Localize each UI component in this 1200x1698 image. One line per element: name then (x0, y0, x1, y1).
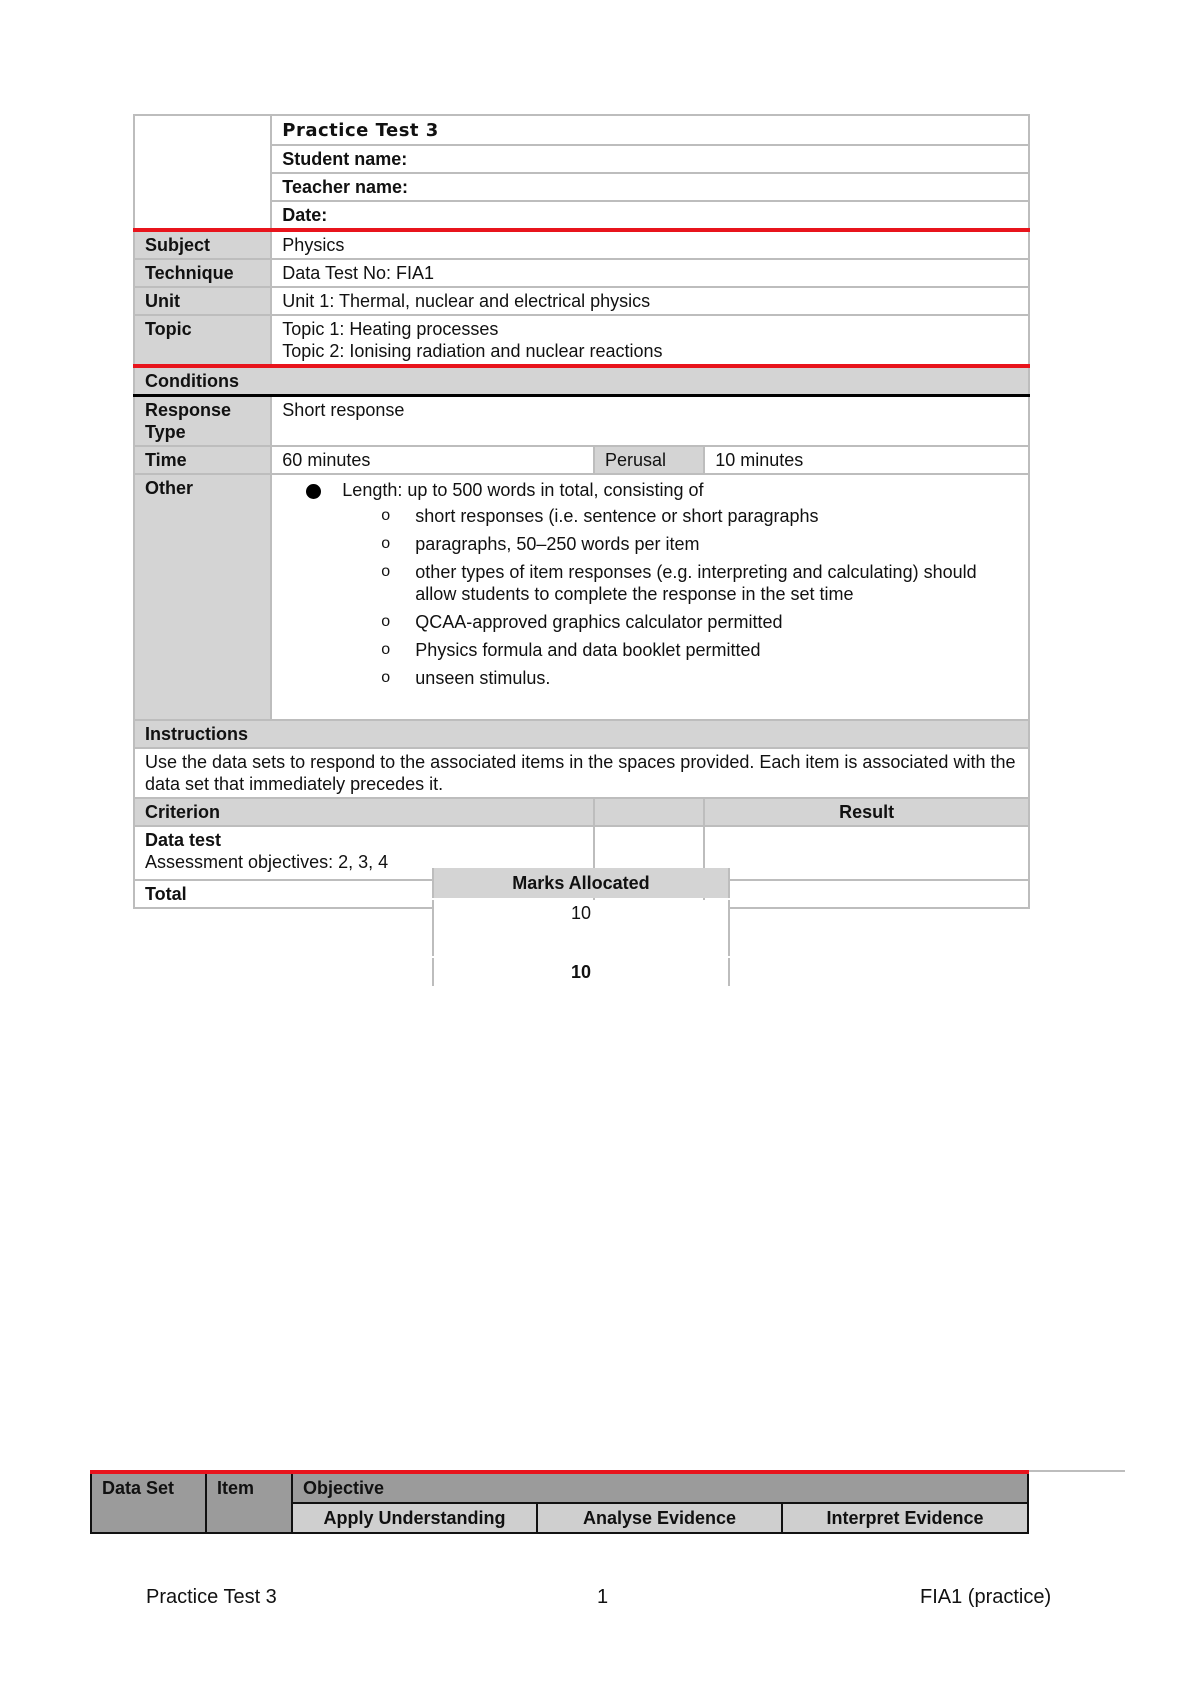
bullet-icon (306, 484, 321, 499)
subject-value: Physics (271, 230, 1029, 259)
footer-left: Practice Test 3 (146, 1586, 277, 1608)
analyse-evidence-header: Analyse Evidence (537, 1503, 782, 1533)
marks-column-overlay (432, 868, 732, 986)
sub-list (342, 505, 1018, 689)
topic-value (271, 315, 1029, 366)
list-item (381, 561, 1018, 605)
instructions-heading: Instructions (134, 720, 1029, 748)
result-header: Result (704, 798, 1029, 826)
sub-bullet-text: QCAA-approved graphics calculator permitted (415, 612, 783, 632)
circle-bullet-icon: o (381, 507, 391, 524)
marks-allocated-label: Marks Allocated (432, 868, 730, 898)
total-marks-value: 10 (432, 958, 730, 986)
teacher-name-label: Teacher name: (271, 173, 1029, 201)
response-type-label: Response Type (134, 396, 271, 447)
time-label: Time (134, 446, 271, 474)
conditions-heading: Conditions (134, 366, 1029, 396)
apply-understanding-header: Apply Understanding (292, 1503, 537, 1533)
bullet-text: Length: up to 500 words in total, consisting of (342, 480, 704, 500)
list-item (381, 639, 1018, 661)
conditions-list (282, 479, 1018, 689)
total-label: Total (134, 880, 594, 908)
criterion-subtitle: Assessment objectives: 2, 3, 4 (145, 852, 389, 872)
circle-bullet-icon: o (381, 613, 391, 630)
list-item (381, 505, 1018, 527)
instructions-text: Use the data sets to respond to the associated items in the spaces provided. Each item is associated with the data set that immediately precedes it. (134, 748, 1029, 798)
response-type-value: Short response (271, 396, 1029, 447)
objectives-table (90, 1470, 1029, 1534)
list-item (381, 667, 1018, 689)
result-value (704, 826, 1029, 880)
circle-bullet-icon: o (381, 535, 391, 552)
sub-bullet-text: unseen stimulus. (415, 668, 551, 688)
circle-bullet-icon: o (381, 669, 391, 686)
date-label: Date: (271, 201, 1029, 230)
topic-line: Topic 2: Ionising radiation and nuclear reactions (282, 341, 663, 361)
total-result (704, 880, 1029, 908)
student-name-label: Student name: (271, 145, 1029, 173)
subject-label: Subject (134, 230, 271, 259)
list-item (381, 611, 1018, 633)
cover-table (133, 114, 1030, 909)
topic-label: Topic (134, 315, 271, 366)
data-set-header: Data Set (91, 1472, 206, 1533)
technique-label: Technique (134, 259, 271, 287)
page-number: 1 (597, 1586, 609, 1608)
topic-line: Topic 1: Heating processes (282, 319, 499, 339)
header-rule (1025, 1470, 1125, 1472)
objective-header: Objective (292, 1472, 1028, 1503)
other-conditions (271, 474, 1029, 720)
marks-allocated-value: 10 (432, 900, 730, 956)
title-row (134, 115, 1029, 145)
list-item (342, 479, 1018, 689)
time-value: 60 minutes (271, 446, 594, 474)
unit-value: Unit 1: Thermal, nuclear and electrical physics (271, 287, 1029, 315)
logo-cell (134, 115, 271, 230)
sub-bullet-text: Physics formula and data booklet permitted (415, 640, 761, 660)
circle-bullet-icon: o (381, 641, 391, 658)
unit-label: Unit (134, 287, 271, 315)
page-title: Practice Test 3 (271, 115, 1029, 145)
interpret-evidence-header: Interpret Evidence (782, 1503, 1028, 1533)
criterion-title: Data test (145, 830, 222, 850)
list-item (381, 533, 1018, 555)
sub-bullet-text: short responses (i.e. sentence or short paragraphs (415, 506, 819, 526)
perusal-value: 10 minutes (704, 446, 1029, 474)
criterion-header: Criterion (134, 798, 594, 826)
sub-bullet-text: paragraphs, 50–250 words per item (415, 534, 700, 554)
perusal-label: Perusal (594, 446, 704, 474)
other-label: Other (134, 474, 271, 720)
marks-allocated-header (594, 798, 704, 826)
technique-value: Data Test No: FIA1 (271, 259, 1029, 287)
sub-bullet-text: other types of item responses (e.g. interpreting and calculating) should allow students to complete the response in the set time (415, 562, 977, 604)
item-header: Item (206, 1472, 292, 1533)
footer-right: FIA1 (practice) (920, 1586, 1052, 1608)
circle-bullet-icon: o (381, 563, 391, 580)
